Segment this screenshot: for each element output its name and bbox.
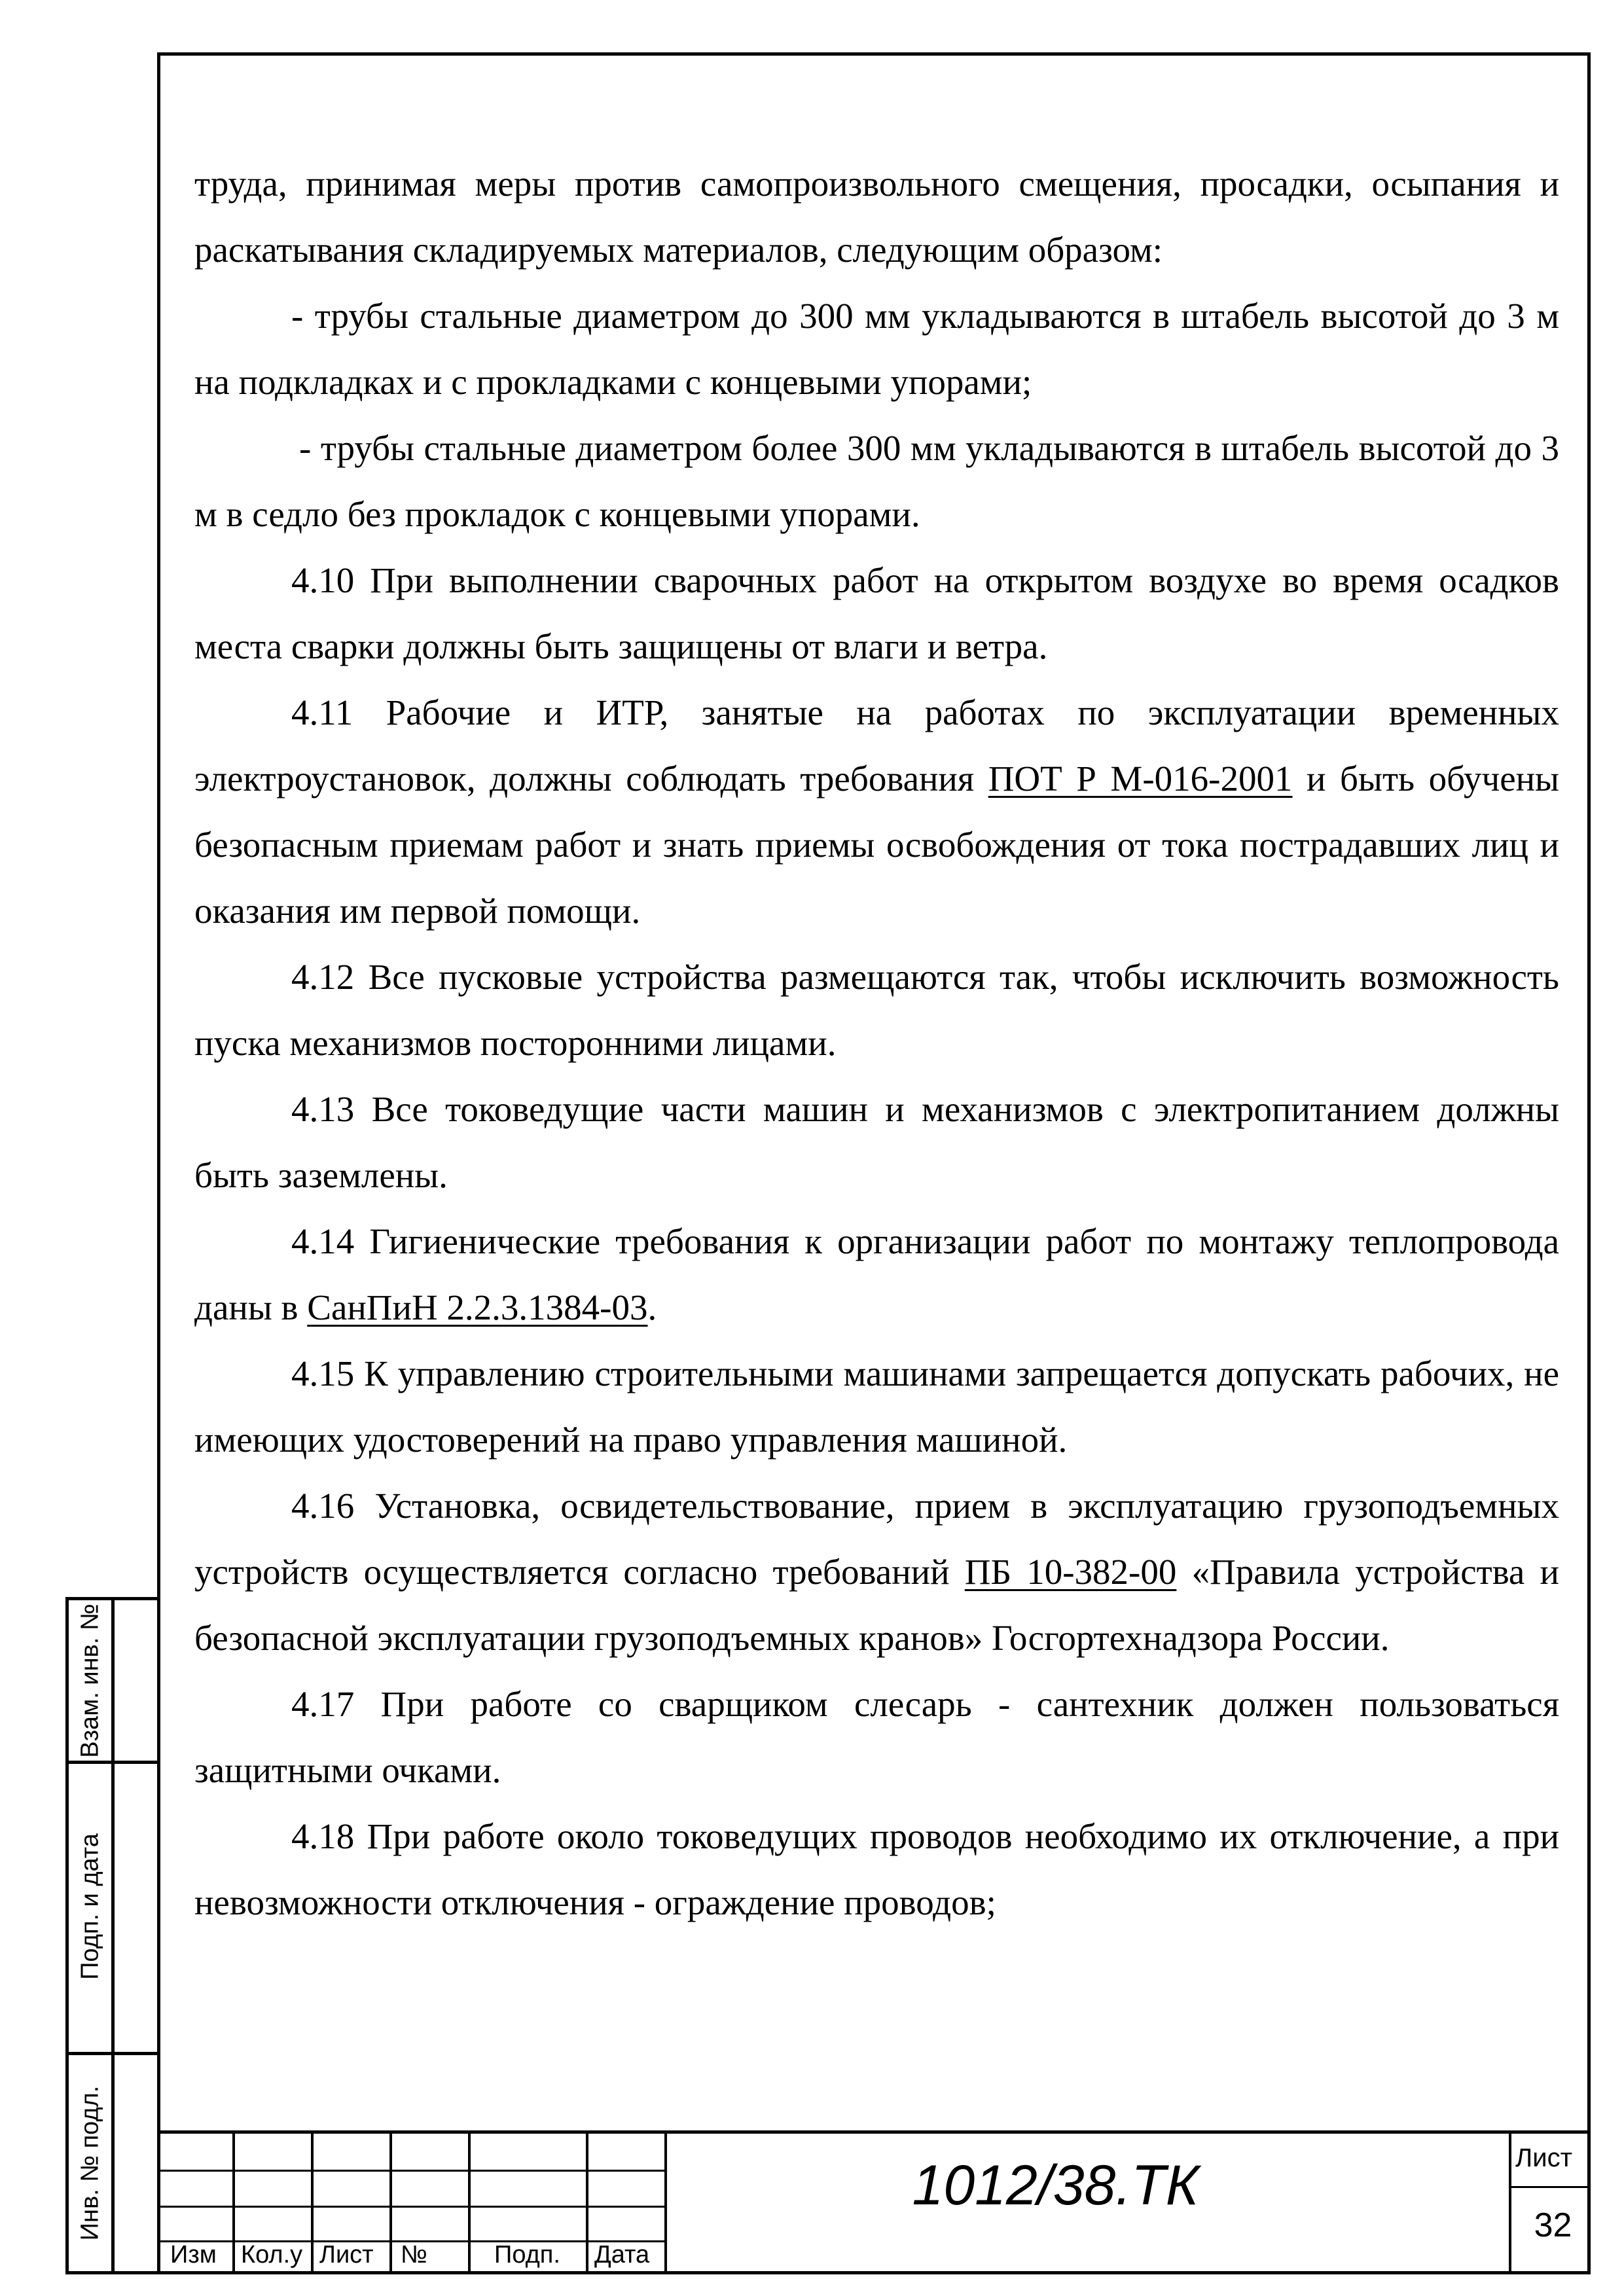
paragraph-4-18: 4.18 При работе около токоведущих проводов необходимо их отключение, а при невозможности отключения - ограждение проводов; <box>194 1816 1559 1922</box>
tb-divider <box>232 2134 235 2274</box>
link-sanpin[interactable]: СанПиН 2.2.3.1384-03 <box>307 1287 648 1327</box>
paragraph-4-16-after: «Правила устройства и безопасной эксплуатации грузоподъемных кранов» Госгортехнадзора России. <box>194 1552 1559 1658</box>
document-body <box>194 151 1559 1935</box>
paragraph-continuation: труда, принимая меры против самопроизвольного смещения, просадки, осыпания и раскатывания складируемых материалов, следующим образом: <box>194 164 1559 270</box>
document-code: 1012/38.ТК <box>912 2154 1199 2217</box>
paragraph-4-12: 4.12 Все пусковые устройства размещаются так, чтобы исключить возможность пуска механизмов посторонними лицами. <box>194 957 1559 1063</box>
tb-divider <box>586 2134 588 2274</box>
side-strip-podp <box>65 1761 157 2055</box>
label-data: Дата <box>594 2241 650 2269</box>
link-pb-10-382-00[interactable]: ПБ 10-382-00 <box>964 1552 1177 1592</box>
side-label-cell <box>69 1600 115 1761</box>
paragraph-4-10: 4.10 При выполнении сварочных работ на открытом воздухе во время осадков места сварки должны быть защищены от влаги и ветра. <box>194 560 1559 666</box>
paragraph-4-11-after: и быть обучены безопасным приемам работ и знать приемы освобождения от тока пострадавших лиц и оказания им первой помощи. <box>194 759 1559 931</box>
tb-divider <box>468 2134 471 2274</box>
side-label-inv: Инв. № подл. <box>76 2085 103 2241</box>
paragraph-4-17: 4.17 При работе со сварщиком слесарь - сантехник должен пользоваться защитными очками. <box>194 1684 1559 1790</box>
paragraph-pipes-small: - трубы стальные диаметром до 300 мм укладываются в штабель высотой до 3 м на подкладках и с прокладками с концевыми упорами; <box>194 296 1559 402</box>
title-block <box>157 2130 1591 2274</box>
label-list: Лист <box>319 2241 374 2269</box>
paragraph-4-14 <box>194 1208 1559 1340</box>
tb-sheet-line <box>1509 2186 1591 2188</box>
link-pot-r-m-016-2001[interactable]: ПОТ Р М-016-2001 <box>988 759 1293 798</box>
paragraph-pipes-large: - трубы стальные диаметром более 300 мм укладываются в штабель высотой до 3 м в седло без прокладок с концевыми упорами. <box>194 428 1559 534</box>
sheet-number: 32 <box>1534 2206 1572 2244</box>
side-label-cell <box>69 2055 115 2271</box>
paragraph-4-11 <box>194 679 1559 944</box>
paragraph-4-16-before: 4.16 Установка, освидетельствование, прием в эксплуатацию грузоподъемных устройств осуществляется согласно требований <box>194 1486 1559 1592</box>
side-label-podp: Подп. и дата <box>76 1833 103 1980</box>
label-num: № <box>401 2241 427 2269</box>
tb-row-line <box>157 2206 664 2208</box>
tb-row-line <box>157 2170 664 2172</box>
paragraph-4-16 <box>194 1473 1559 1671</box>
paragraph-4-11-before: 4.11 Рабочие и ИТР, занятые на работах по эксплуатации временных электроустановок, должны соблюдать требования <box>194 692 1559 798</box>
paragraph-4-13: 4.13 Все токоведущие части машин и механизмов с электропитанием должны быть заземлены. <box>194 1089 1559 1195</box>
side-label-vzam: Взам. инв. № <box>76 1603 103 1758</box>
paragraph-4-14-before: 4.14 Гигиенические требования к организации работ по монтажу теплопровода даны в <box>194 1221 1559 1327</box>
side-label-cell <box>69 1761 115 2052</box>
tb-divider <box>389 2134 392 2274</box>
paragraph-4-14-after: . <box>647 1287 657 1327</box>
tb-divider <box>1509 2134 1511 2274</box>
sheet-label: Лист <box>1515 2144 1572 2172</box>
side-strip-inv <box>65 2055 157 2274</box>
label-izm: Изм <box>170 2241 217 2269</box>
side-strip-vzam <box>65 1597 157 1764</box>
paragraph-4-15: 4.15 К управлению строительными машинами запрещается допускать рабочих, не имеющих удостоверений на право управления машиной. <box>194 1354 1559 1460</box>
label-kol: Кол.у <box>241 2241 303 2269</box>
tb-divider <box>664 2134 667 2274</box>
tb-divider <box>311 2134 314 2274</box>
label-podp: Подп. <box>494 2241 560 2269</box>
